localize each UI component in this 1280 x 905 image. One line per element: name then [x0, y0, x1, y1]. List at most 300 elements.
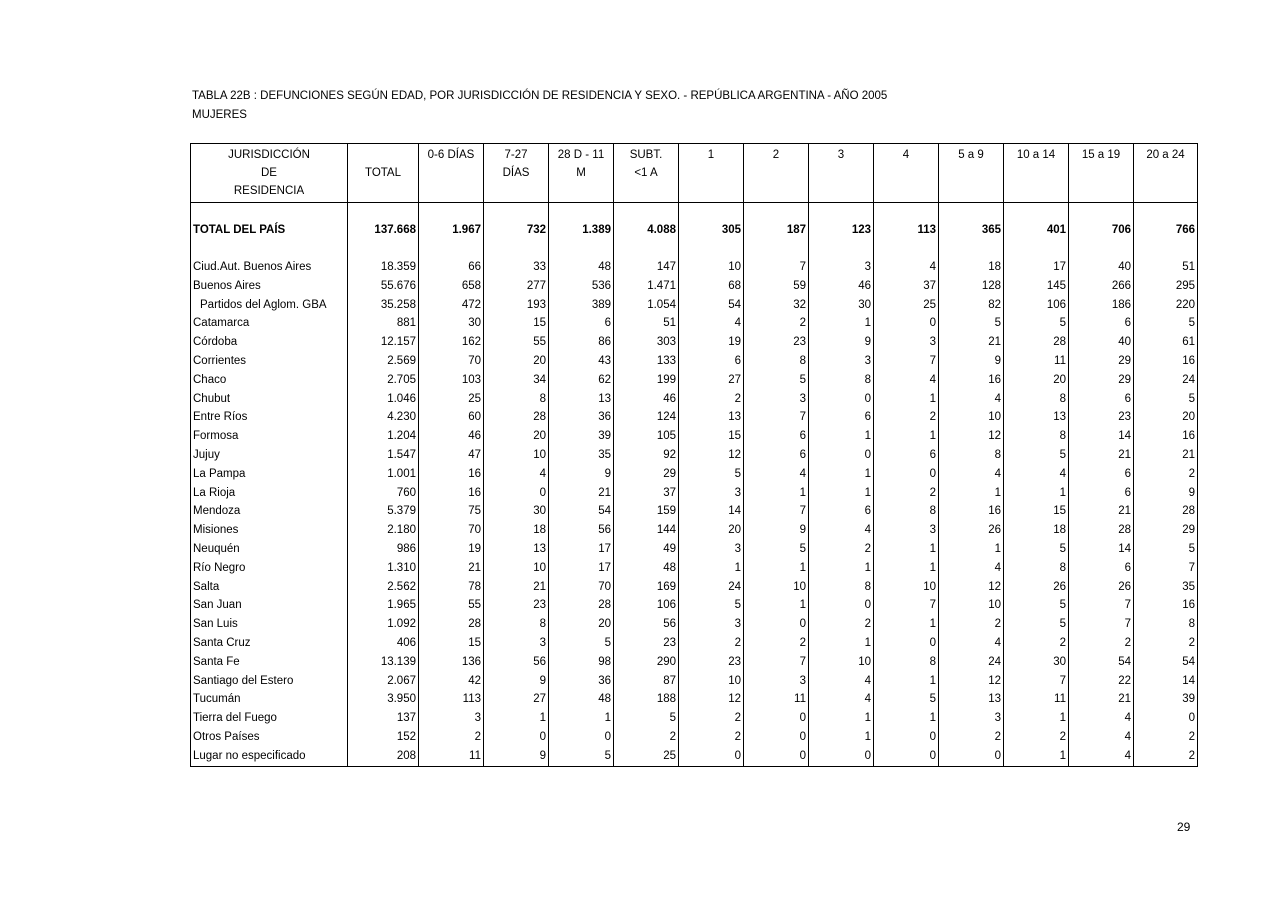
- value-cell: 4: [939, 634, 1004, 653]
- value-cell: 4.088: [614, 203, 679, 259]
- value-cell: 12: [939, 427, 1004, 446]
- value-cell: 290: [614, 653, 679, 672]
- value-cell: 1: [744, 596, 809, 615]
- jurisdiction-cell: Entre Ríos: [191, 408, 348, 427]
- value-cell: 5: [549, 634, 614, 653]
- value-cell: 40: [1069, 333, 1134, 352]
- value-cell: 23: [679, 653, 744, 672]
- column-header: [939, 144, 1004, 203]
- value-cell: 3: [744, 672, 809, 691]
- value-cell: 169: [614, 578, 679, 597]
- table-row: [191, 578, 1198, 597]
- value-cell: 0: [874, 314, 939, 333]
- value-cell: 4: [1069, 728, 1134, 747]
- value-cell: 17: [1004, 258, 1069, 277]
- value-cell: 4: [809, 672, 874, 691]
- value-cell: 8: [939, 446, 1004, 465]
- value-cell: 5: [1004, 314, 1069, 333]
- value-cell: 68: [679, 277, 744, 296]
- value-cell: 5: [1004, 615, 1069, 634]
- column-header: [549, 144, 614, 203]
- value-cell: 9: [809, 333, 874, 352]
- value-cell: 1.967: [419, 203, 484, 259]
- value-cell: 5: [939, 314, 1004, 333]
- value-cell: 0: [809, 446, 874, 465]
- value-cell: 9: [744, 521, 809, 540]
- value-cell: 6: [1069, 559, 1134, 578]
- value-cell: 1.547: [348, 446, 419, 465]
- value-cell: 70: [549, 578, 614, 597]
- value-cell: 15: [419, 634, 484, 653]
- jurisdiction-cell: Lugar no especificado: [191, 747, 348, 766]
- value-cell: 1.310: [348, 559, 419, 578]
- value-cell: 78: [419, 578, 484, 597]
- table-row: [191, 371, 1198, 390]
- jurisdiction-cell: Córdoba: [191, 333, 348, 352]
- value-cell: 2: [419, 728, 484, 747]
- value-cell: 21: [484, 578, 549, 597]
- value-cell: 3: [679, 484, 744, 503]
- column-header-line: [486, 182, 546, 200]
- table-body: [191, 203, 1198, 767]
- value-cell: 8: [1004, 390, 1069, 409]
- value-cell: 18: [939, 258, 1004, 277]
- value-cell: 137.668: [348, 203, 419, 259]
- value-cell: 7: [1004, 672, 1069, 691]
- value-cell: 2: [744, 314, 809, 333]
- value-cell: 14: [679, 502, 744, 521]
- value-cell: 277: [484, 277, 549, 296]
- column-header-line: [876, 164, 936, 182]
- value-cell: 4: [874, 258, 939, 277]
- total-row: [191, 203, 1198, 259]
- column-header-line: 10 a 14: [1016, 149, 1056, 161]
- value-cell: 2: [679, 709, 744, 728]
- value-cell: 365: [939, 203, 1004, 259]
- table-row: [191, 690, 1198, 709]
- value-cell: 1.092: [348, 615, 419, 634]
- value-cell: 2.569: [348, 352, 419, 371]
- value-cell: 29: [1069, 352, 1134, 371]
- table-row: [191, 427, 1198, 446]
- value-cell: 16: [1134, 596, 1198, 615]
- value-cell: 0: [809, 596, 874, 615]
- value-cell: 56: [484, 653, 549, 672]
- table-row: [191, 258, 1198, 277]
- column-header-line: [1006, 182, 1066, 200]
- value-cell: 5.379: [348, 502, 419, 521]
- table-row: [191, 559, 1198, 578]
- value-cell: 35: [1134, 578, 1198, 597]
- table-row: [191, 390, 1198, 409]
- value-cell: 3: [809, 352, 874, 371]
- column-header-line: [616, 182, 676, 200]
- value-cell: 12: [679, 446, 744, 465]
- value-cell: 46: [419, 427, 484, 446]
- value-cell: 15: [679, 427, 744, 446]
- value-cell: 8: [874, 502, 939, 521]
- table-row: [191, 596, 1198, 615]
- value-cell: 39: [549, 427, 614, 446]
- value-cell: 62: [549, 371, 614, 390]
- value-cell: 66: [419, 258, 484, 277]
- column-header-line: SUBT.: [629, 149, 663, 161]
- value-cell: 1: [484, 709, 549, 728]
- value-cell: 21: [1069, 446, 1134, 465]
- column-header-line: [350, 146, 416, 164]
- value-cell: 17: [549, 559, 614, 578]
- value-cell: 2: [874, 408, 939, 427]
- jurisdiction-cell: San Luis: [191, 615, 348, 634]
- value-cell: 1: [1004, 484, 1069, 503]
- value-cell: 28: [1069, 521, 1134, 540]
- page-number: 29: [1177, 820, 1191, 834]
- value-cell: 9: [549, 465, 614, 484]
- value-cell: 5: [1134, 314, 1198, 333]
- jurisdiction-cell: Jujuy: [191, 446, 348, 465]
- value-cell: 16: [419, 465, 484, 484]
- value-cell: 29: [1069, 371, 1134, 390]
- value-cell: 6: [744, 427, 809, 446]
- value-cell: 9: [1134, 484, 1198, 503]
- column-header: [1069, 144, 1134, 203]
- value-cell: 7: [744, 408, 809, 427]
- value-cell: 2: [679, 390, 744, 409]
- value-cell: 13: [1004, 408, 1069, 427]
- column-header-line: [1071, 164, 1131, 182]
- value-cell: 26: [1004, 578, 1069, 597]
- value-cell: 123: [809, 203, 874, 259]
- value-cell: 1: [1004, 709, 1069, 728]
- value-cell: 35.258: [348, 296, 419, 315]
- value-cell: 1.471: [614, 277, 679, 296]
- value-cell: 0: [679, 747, 744, 766]
- column-header-line: 28 D - 11: [557, 149, 605, 161]
- value-cell: 8: [874, 653, 939, 672]
- jurisdiction-cell: La Rioja: [191, 484, 348, 503]
- value-cell: 2: [1134, 728, 1198, 747]
- column-header-line: 4: [902, 149, 910, 161]
- value-cell: 4: [1069, 709, 1134, 728]
- jurisdiction-cell: Corrientes: [191, 352, 348, 371]
- jurisdiction-cell: Santiago del Estero: [191, 672, 348, 691]
- value-cell: 2: [1134, 634, 1198, 653]
- value-cell: 12.157: [348, 333, 419, 352]
- column-header-line: [681, 164, 741, 182]
- value-cell: 29: [1134, 521, 1198, 540]
- jurisdiction-cell: Chubut: [191, 390, 348, 409]
- column-header: [191, 144, 348, 203]
- value-cell: 86: [549, 333, 614, 352]
- value-cell: 7: [874, 352, 939, 371]
- value-cell: 0: [744, 615, 809, 634]
- value-cell: 23: [484, 596, 549, 615]
- table-subtitle: MUJERES: [192, 109, 247, 121]
- value-cell: 1: [874, 427, 939, 446]
- value-cell: 136: [419, 653, 484, 672]
- column-header-line: RESIDENCIA: [233, 185, 305, 197]
- value-cell: 0: [484, 484, 549, 503]
- value-cell: 21: [549, 484, 614, 503]
- value-cell: 11: [419, 747, 484, 766]
- value-cell: 220: [1134, 296, 1198, 315]
- value-cell: 54: [1069, 653, 1134, 672]
- value-cell: 8: [809, 578, 874, 597]
- value-cell: 0: [809, 390, 874, 409]
- table-row: [191, 615, 1198, 634]
- value-cell: 0: [939, 747, 1004, 766]
- column-header: [348, 144, 419, 203]
- value-cell: 70: [419, 521, 484, 540]
- value-cell: 3: [874, 521, 939, 540]
- value-cell: 105: [614, 427, 679, 446]
- value-cell: 51: [614, 314, 679, 333]
- value-cell: 13: [939, 690, 1004, 709]
- value-cell: 20: [484, 352, 549, 371]
- value-cell: 5: [744, 540, 809, 559]
- value-cell: 1: [809, 709, 874, 728]
- table-title: TABLA 22B : DEFUNCIONES SEGÚN EDAD, POR JURISDICCIÓN DE RESIDENCIA Y SEXO. - REPÚBLICA ARGENTINA - AÑO 2005: [192, 90, 888, 102]
- column-header-line: [551, 182, 611, 200]
- value-cell: 2: [1134, 465, 1198, 484]
- value-cell: 8: [484, 390, 549, 409]
- value-cell: 2: [809, 540, 874, 559]
- value-cell: 10: [939, 408, 1004, 427]
- value-cell: 6: [874, 446, 939, 465]
- value-cell: 193: [484, 296, 549, 315]
- value-cell: 21: [1069, 690, 1134, 709]
- table-row: [191, 408, 1198, 427]
- value-cell: 106: [614, 596, 679, 615]
- value-cell: 1: [809, 484, 874, 503]
- value-cell: 33: [484, 258, 549, 277]
- value-cell: 54: [1134, 653, 1198, 672]
- value-cell: 0: [1134, 709, 1198, 728]
- value-cell: 986: [348, 540, 419, 559]
- column-header: [809, 144, 874, 203]
- value-cell: 30: [419, 314, 484, 333]
- value-cell: 1.054: [614, 296, 679, 315]
- value-cell: 4: [939, 559, 1004, 578]
- value-cell: 1: [809, 728, 874, 747]
- column-header-line: 1: [707, 149, 715, 161]
- value-cell: 1: [939, 540, 1004, 559]
- value-cell: 7: [1134, 559, 1198, 578]
- value-cell: 18.359: [348, 258, 419, 277]
- column-header-line: [941, 164, 1001, 182]
- value-cell: 658: [419, 277, 484, 296]
- table-row: [191, 540, 1198, 559]
- table-row: [191, 333, 1198, 352]
- value-cell: 6: [1069, 390, 1134, 409]
- value-cell: 1: [874, 615, 939, 634]
- value-cell: 732: [484, 203, 549, 259]
- value-cell: 23: [614, 634, 679, 653]
- value-cell: 27: [679, 371, 744, 390]
- value-cell: 70: [419, 352, 484, 371]
- value-cell: 32: [744, 296, 809, 315]
- jurisdiction-cell: Mendoza: [191, 502, 348, 521]
- value-cell: 0: [484, 728, 549, 747]
- value-cell: 8: [1004, 559, 1069, 578]
- value-cell: 2: [1134, 747, 1198, 766]
- value-cell: 401: [1004, 203, 1069, 259]
- jurisdiction-cell: Salta: [191, 578, 348, 597]
- value-cell: 0: [874, 747, 939, 766]
- value-cell: 11: [744, 690, 809, 709]
- value-cell: 124: [614, 408, 679, 427]
- value-cell: 4: [679, 314, 744, 333]
- value-cell: 8: [744, 352, 809, 371]
- column-header-line: [876, 182, 936, 200]
- value-cell: 92: [614, 446, 679, 465]
- value-cell: 3: [679, 540, 744, 559]
- value-cell: 7: [874, 596, 939, 615]
- column-header-line: 3: [837, 149, 845, 161]
- value-cell: 28: [1004, 333, 1069, 352]
- value-cell: 4: [1069, 747, 1134, 766]
- table-row: [191, 653, 1198, 672]
- value-cell: 21: [939, 333, 1004, 352]
- value-cell: 8: [1004, 427, 1069, 446]
- jurisdiction-cell: Partidos del Aglom. GBA: [191, 296, 348, 315]
- value-cell: 5: [1004, 596, 1069, 615]
- value-cell: 39: [1134, 690, 1198, 709]
- column-header-line: 2: [772, 149, 780, 161]
- value-cell: 21: [1069, 502, 1134, 521]
- value-cell: 1: [744, 559, 809, 578]
- value-cell: 18: [1004, 521, 1069, 540]
- jurisdiction-cell: Neuquén: [191, 540, 348, 559]
- jurisdiction-cell: San Juan: [191, 596, 348, 615]
- value-cell: 5: [1004, 446, 1069, 465]
- value-cell: 0: [874, 634, 939, 653]
- value-cell: 2: [1004, 728, 1069, 747]
- value-cell: 4: [809, 690, 874, 709]
- value-cell: 152: [348, 728, 419, 747]
- table-row: [191, 502, 1198, 521]
- value-cell: 4: [874, 371, 939, 390]
- value-cell: 3: [419, 709, 484, 728]
- column-header-line: [681, 182, 741, 200]
- value-cell: 23: [1069, 408, 1134, 427]
- jurisdiction-cell: TOTAL DEL PAÍS: [191, 203, 348, 259]
- column-header-line: 5 a 9: [958, 149, 984, 161]
- value-cell: 14: [1134, 672, 1198, 691]
- value-cell: 48: [549, 690, 614, 709]
- value-cell: 23: [744, 333, 809, 352]
- value-cell: 7: [1069, 596, 1134, 615]
- value-cell: 303: [614, 333, 679, 352]
- value-cell: 199: [614, 371, 679, 390]
- value-cell: 162: [419, 333, 484, 352]
- column-header-line: 7-27: [504, 149, 528, 161]
- value-cell: 6: [1069, 484, 1134, 503]
- value-cell: 1.204: [348, 427, 419, 446]
- value-cell: 1: [809, 559, 874, 578]
- column-header-line: [1006, 164, 1066, 182]
- jurisdiction-cell: Tierra del Fuego: [191, 709, 348, 728]
- column-header: [484, 144, 549, 203]
- value-cell: 2: [679, 634, 744, 653]
- value-cell: 13: [549, 390, 614, 409]
- value-cell: 10: [679, 258, 744, 277]
- value-cell: 5: [1004, 540, 1069, 559]
- value-cell: 7: [744, 258, 809, 277]
- value-cell: 20: [484, 427, 549, 446]
- column-header: [874, 144, 939, 203]
- value-cell: 8: [809, 371, 874, 390]
- value-cell: 760: [348, 484, 419, 503]
- value-cell: 3: [744, 390, 809, 409]
- value-cell: 4: [939, 465, 1004, 484]
- deaths-table: [190, 143, 1198, 767]
- table-row: [191, 314, 1198, 333]
- value-cell: 3: [809, 258, 874, 277]
- value-cell: 1: [809, 314, 874, 333]
- column-header: [1134, 144, 1198, 203]
- value-cell: 5: [549, 747, 614, 766]
- table-row: [191, 709, 1198, 728]
- value-cell: 6: [1069, 465, 1134, 484]
- value-cell: 1: [809, 465, 874, 484]
- value-cell: 128: [939, 277, 1004, 296]
- value-cell: 34: [484, 371, 549, 390]
- value-cell: 16: [1134, 427, 1198, 446]
- table-row: [191, 634, 1198, 653]
- value-cell: 10: [484, 559, 549, 578]
- value-cell: 55.676: [348, 277, 419, 296]
- value-cell: 51: [1134, 258, 1198, 277]
- value-cell: 2.067: [348, 672, 419, 691]
- value-cell: 2: [874, 484, 939, 503]
- value-cell: 1: [874, 559, 939, 578]
- column-header: [744, 144, 809, 203]
- value-cell: 75: [419, 502, 484, 521]
- value-cell: 4: [744, 465, 809, 484]
- value-cell: 30: [809, 296, 874, 315]
- table-row: [191, 296, 1198, 315]
- value-cell: 30: [484, 502, 549, 521]
- table-row: [191, 446, 1198, 465]
- jurisdiction-cell: Otros Países: [191, 728, 348, 747]
- value-cell: 16: [939, 502, 1004, 521]
- value-cell: 2: [614, 728, 679, 747]
- value-cell: 13: [679, 408, 744, 427]
- column-header-line: DÍAS: [502, 167, 530, 179]
- jurisdiction-cell: Buenos Aires: [191, 277, 348, 296]
- value-cell: 28: [549, 596, 614, 615]
- value-cell: 49: [614, 540, 679, 559]
- jurisdiction-cell: Río Negro: [191, 559, 348, 578]
- value-cell: 7: [744, 502, 809, 521]
- value-cell: 0: [874, 728, 939, 747]
- column-header-line: 20 a 24: [1146, 149, 1185, 161]
- value-cell: 106: [1004, 296, 1069, 315]
- value-cell: 2: [939, 615, 1004, 634]
- value-cell: 208: [348, 747, 419, 766]
- column-header-line: TOTAL: [365, 167, 401, 179]
- value-cell: 2.180: [348, 521, 419, 540]
- value-cell: 1: [1004, 747, 1069, 766]
- value-cell: 4: [484, 465, 549, 484]
- value-cell: 1.389: [549, 203, 614, 259]
- table-row: [191, 728, 1198, 747]
- value-cell: 12: [939, 578, 1004, 597]
- value-cell: 472: [419, 296, 484, 315]
- value-cell: 25: [419, 390, 484, 409]
- value-cell: 6: [549, 314, 614, 333]
